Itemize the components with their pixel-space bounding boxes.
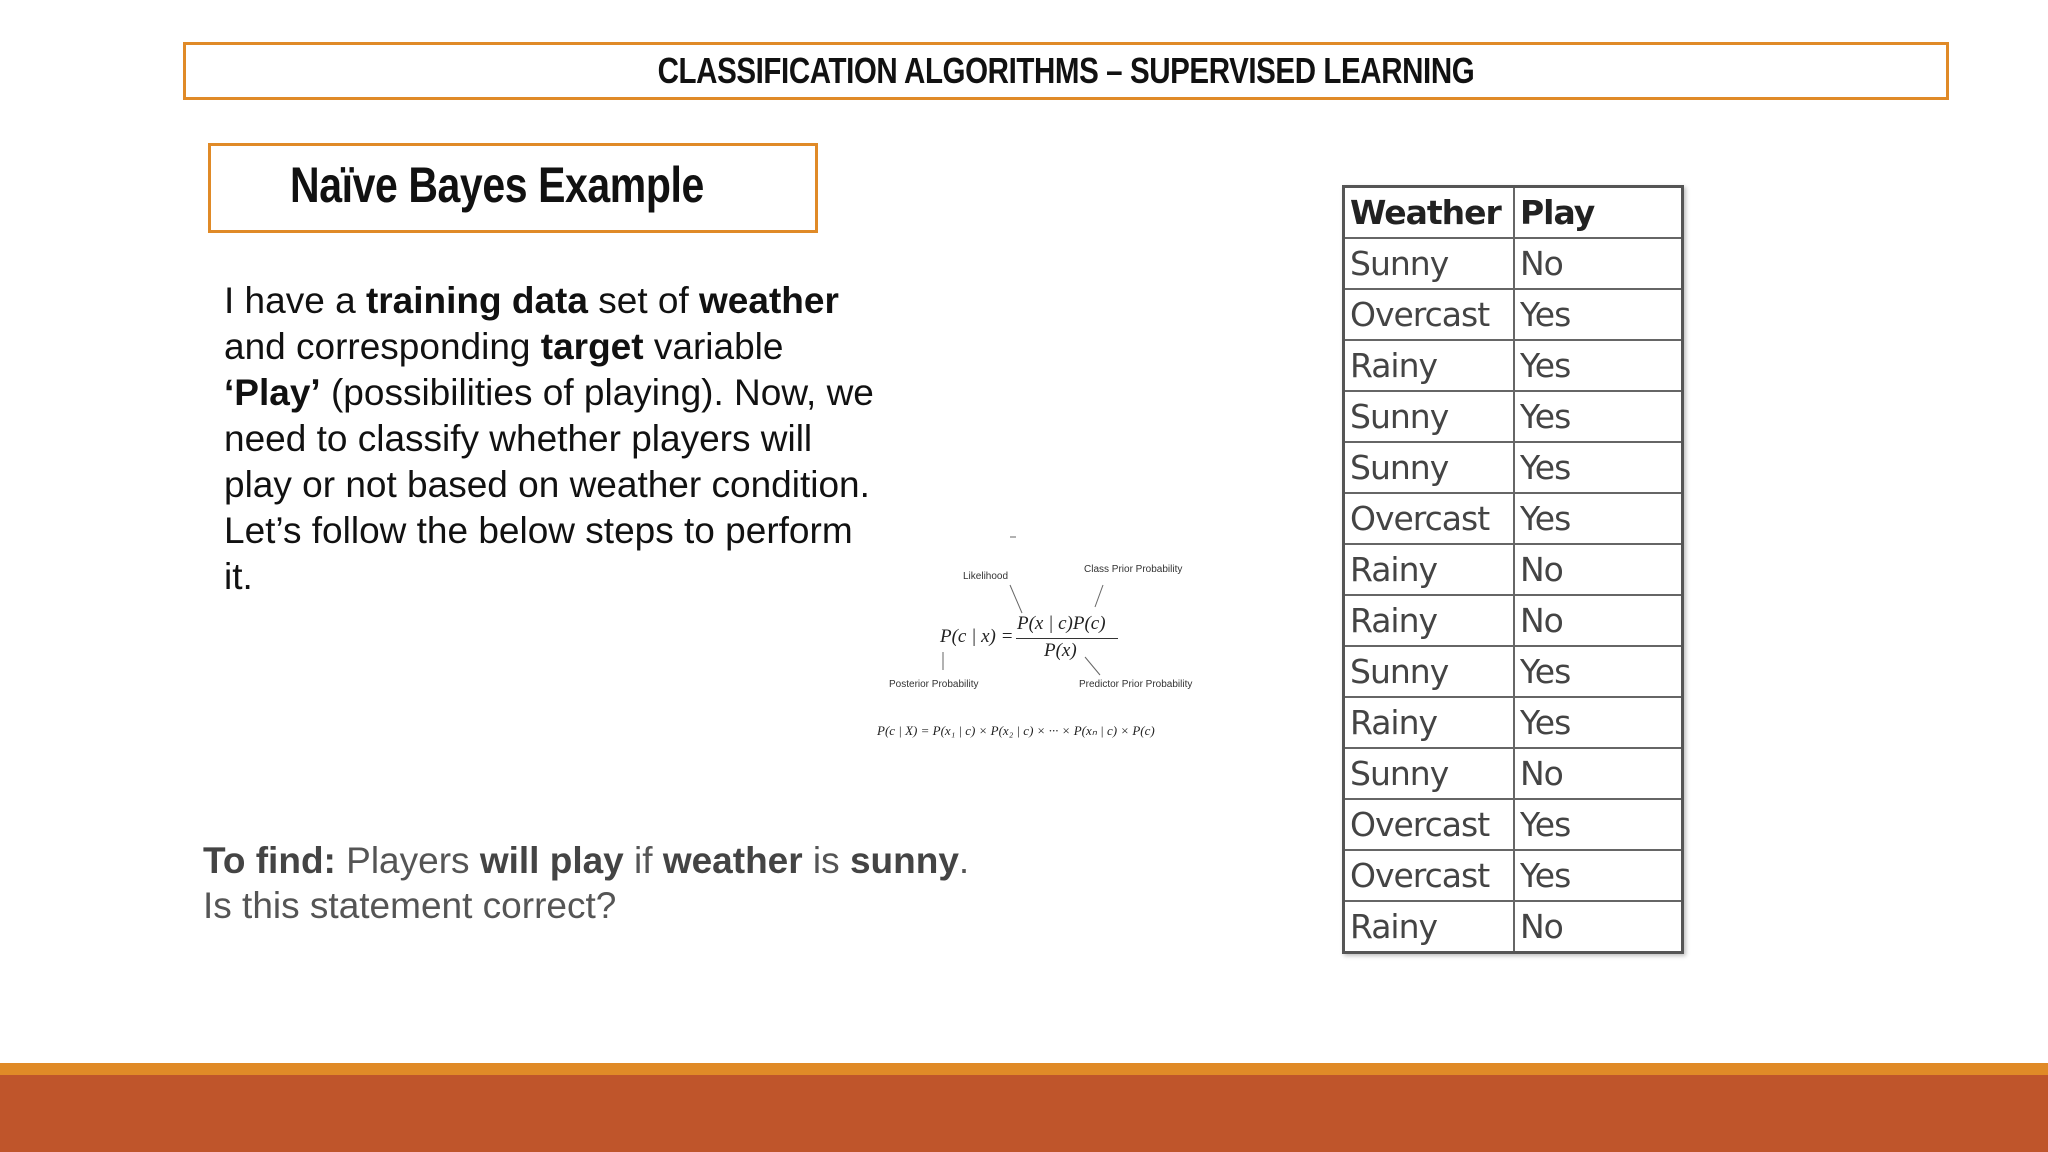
table-header-row [1344,187,1683,239]
intro-paragraph: I have a training data set of weather and corresponding target variable ‘Play’ (possibilities of playing). Now, we need to classify whether players will play or not based on weather condition. Let’s follow the below steps to perform it. [224,280,874,597]
weather-cell: Sunny [1344,748,1515,799]
play-cell: Yes [1514,442,1683,493]
slide-title: CLASSIFICATION ALGORITHMS – SUPERVISED LEARNING [657,50,1475,91]
table-row [1344,391,1683,442]
table-row [1344,289,1683,340]
table-row [1344,646,1683,697]
to-find-statement: To find: Players will play if weather is sunny. Is this statement correct? [203,840,970,926]
weather-cell: Rainy [1344,595,1515,646]
header-play: Play [1514,187,1683,239]
table-row [1344,340,1683,391]
header-weather: Weather [1344,187,1515,239]
table-row [1344,850,1683,901]
play-cell: Yes [1514,340,1683,391]
footer-bar [0,1075,2048,1152]
play-cell: No [1514,544,1683,595]
play-cell: Yes [1514,799,1683,850]
likelihood-label: Likelihood [963,571,1009,582]
play-cell: No [1514,901,1683,953]
weather-cell: Overcast [1344,850,1515,901]
weather-cell: Overcast [1344,493,1515,544]
play-cell: Yes [1514,850,1683,901]
table-row [1344,544,1683,595]
to-find-question: Is this statement correct? [203,885,617,926]
weather-cell: Sunny [1344,442,1515,493]
section-title: Naïve Bayes Example [290,157,704,213]
play-cell: No [1514,748,1683,799]
weather-cell: Rainy [1344,697,1515,748]
bayes-formula-figure [870,535,1210,750]
play-cell: Yes [1514,289,1683,340]
table-row [1344,442,1683,493]
play-cell: Yes [1514,391,1683,442]
weather-cell: Rainy [1344,340,1515,391]
weather-cell: Overcast [1344,289,1515,340]
weather-cell: Sunny [1344,646,1515,697]
play-cell: Yes [1514,697,1683,748]
fraction-bar [1016,638,1118,639]
table-row [1344,238,1683,289]
posterior-label: Posterior Probability [889,679,979,690]
formula-expanded: P(c | X) = P(x₁ | c) × P(x₂ | c) × ··· × P(xₙ | c) × P(c) [877,723,1155,738]
predictor-prior-label: Predictor Prior Probability [1079,679,1193,690]
play-cell: No [1514,595,1683,646]
weather-cell: Rainy [1344,544,1515,595]
play-cell: Yes [1514,646,1683,697]
slide-title-box [183,42,1949,100]
table-row [1344,697,1683,748]
formula-numerator: P(x | c)P(c) [1017,613,1106,634]
play-cell: No [1514,238,1683,289]
weather-cell: Sunny [1344,391,1515,442]
weather-cell: Overcast [1344,799,1515,850]
table-row [1344,901,1683,953]
table-row [1344,493,1683,544]
table-row [1344,799,1683,850]
table-row [1344,595,1683,646]
footer-accent-bar [0,1063,2048,1075]
table-row [1344,748,1683,799]
weather-cell: Sunny [1344,238,1515,289]
formula-lhs: P(c | x) = [940,626,1014,647]
formula-denominator: P(x) [1044,640,1077,661]
weather-cell: Rainy [1344,901,1515,953]
weather-play-table [1342,185,1684,954]
class-prior-label: Class Prior Probability [1084,564,1183,575]
play-cell: Yes [1514,493,1683,544]
